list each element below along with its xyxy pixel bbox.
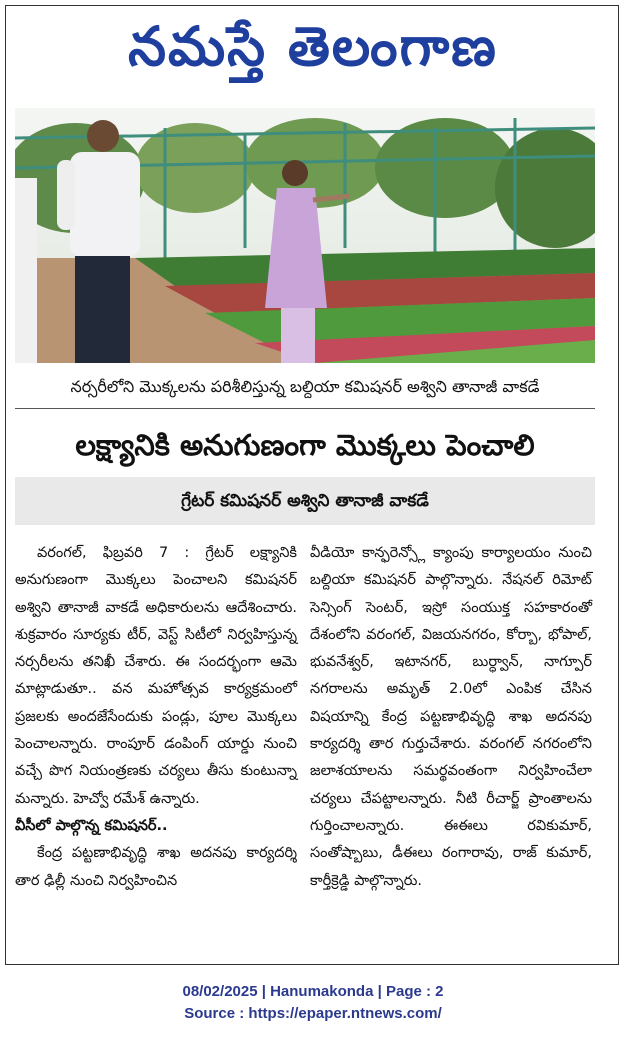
photo-caption: నర్సరీలోని మొక్కలను పరిశీలిస్తున్న బల్దియా కమిషనర్ అశ్విని తానాజీ వాకడే	[70, 377, 540, 396]
column-2-paragraph-1: వీడియో కాన్ఫరెన్స్లో క్యాంపు కార్యాలయం నుంచి బల్దియా కమిషనర్ పాల్గొన్నారు. నేషనల్ రిమోట్ సెన్సింగ్ సెంటర్, ఇస్రో సంయుక్త సహకారంతో దేశంలోని వరంగల్, విజయనగరం, కోర్బా, భోపాల్, భువనేశ్వర్, ఇటానగర్, బుర్ధ్వాన్, నాగ్పూర్ నగరాలను అమృత్ 2.0లో ఎంపిక చేసిన విషయాన్ని కేంద్ర పట్టణాభివృద్ధి శాఖ అదనపు కార్యదర్శి తార గుర్తుచేశారు. వరంగల్ నగరంలోని జలాశయాలను సమర్థవంతంగా నిర్వహించేలా చర్యలు చేపట్టాలన్నారు. నీటి రీచార్జ్ ప్రాంతాలను గుర్తించాలన్నారు. ఈఈలు రవికుమార్, సంతోష్బాబు, డీఈలు రంగారావు, రాజ్ కుమార్, కార్తీక్రెడ్డి పాల్గొన్నారు.	[310, 545, 592, 889]
column-1-paragraph-2: కేంద్ర పట్టణాభివృద్ధి శాఖ అదనపు కార్యదర్శి తార ఢిల్లీ నుంచి నిర్వహించిన	[15, 845, 297, 889]
footer-date-edition: 08/02/2025 | Hanumakonda | Page : 2	[182, 983, 444, 1000]
article-photo	[15, 108, 595, 363]
footer-source: Source : https://epaper.ntnews.com/	[184, 1005, 442, 1022]
article-subhead: గ్రేటర్ కమిషనర్ అశ్విని తానాజీ వాకడే	[15, 477, 595, 525]
article-column-2	[310, 540, 592, 895]
divider	[15, 408, 595, 409]
column-1-paragraph-1: వరంగల్, ఫిబ్రవరి 7 : గ్రేటర్ లక్ష్యానికి అనుగుణంగా మొక్కలు పెంచాలని కమిషనర్ అశ్విని తానాజీ వాకడే అధికారులను ఆదేశించారు. శుక్రవారం సూర్యకు టీర్, వెస్ట్ సిటీలో నిర్వహిస్తున్న నర్సరీలను తనిఖీ చేశారు. ఈ సందర్భంగా ఆమె మాట్లాడుతూ.. వన మహోత్సవ కార్యక్రమంలో ప్రజలకు అందజేసేందుకు పండ్లు, పూల మొక్కలు పెంచాలన్నారు. రాంపూర్ డంపింగ్ యార్డు నుంచి వచ్చే పొగ నియంత్రణకు చర్యలు తీసు కుంటున్నా మన్నారు. హెచ్వో రమేశ్ ఉన్నారు.	[15, 545, 297, 807]
article-headline: లక్ష్యానికి అనుగుణంగా మొక్కలు పెంచాలి	[75, 428, 535, 462]
section-heading: వీసీలో పాల్గొన్న కమిషనర్..	[15, 817, 168, 834]
newspaper-masthead: నమస్తే తెలంగాణ	[128, 14, 498, 78]
article-column-1	[15, 540, 297, 895]
